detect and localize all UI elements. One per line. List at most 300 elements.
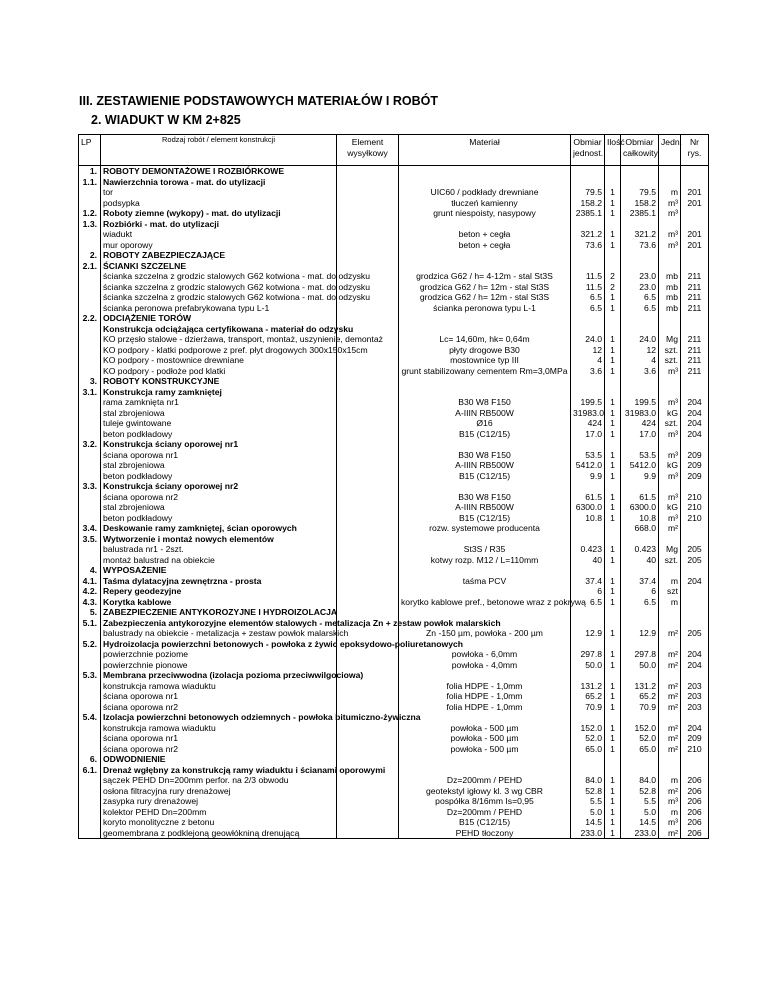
row-material: folia HDPE - 1,0mm — [399, 681, 571, 692]
row-name: ROBOTY KONSTRUKCYJNE — [101, 376, 337, 387]
row-lp — [79, 775, 101, 786]
row-lp — [79, 345, 101, 356]
row-obmiar-calk — [621, 670, 659, 681]
row-jedn: szt. — [659, 355, 681, 366]
row-obmiar-jedn — [571, 376, 605, 387]
row-lp — [79, 460, 101, 471]
row-jedn: m² — [659, 628, 681, 639]
row-material: A-IIIN RB500W — [399, 408, 571, 419]
table-row — [79, 198, 709, 209]
row-jedn — [659, 387, 681, 398]
row-element — [337, 775, 399, 786]
row-jedn: szt. — [659, 418, 681, 429]
row-material — [399, 387, 571, 398]
table-row — [79, 187, 709, 198]
row-name: WYPOSAŻENIE — [101, 565, 337, 576]
section-row — [79, 670, 709, 681]
row-material: beton + cegła — [399, 229, 571, 240]
row-material — [399, 765, 571, 776]
row-obmiar-calk: 31983.0 — [621, 408, 659, 419]
row-obmiar-calk: 65.0 — [621, 744, 659, 755]
row-obmiar-calk: 65.2 — [621, 691, 659, 702]
row-obmiar-calk — [621, 618, 659, 629]
table-row — [79, 282, 709, 293]
row-lp: 1.2. — [79, 208, 101, 219]
header-lp: LP — [79, 135, 101, 166]
row-material: A-IIIN RB500W — [399, 460, 571, 471]
row-lp — [79, 397, 101, 408]
row-material: B15 (C12/15) — [399, 513, 571, 524]
row-element — [337, 607, 399, 618]
row-jedn: m³ — [659, 366, 681, 377]
row-obmiar-calk — [621, 261, 659, 272]
row-nr-rys: 203 — [681, 702, 709, 713]
row-name: beton podkładowy — [101, 513, 337, 524]
row-nr-rys: 211 — [681, 282, 709, 293]
row-element — [337, 387, 399, 398]
row-name: ściana oporowa nr1 — [101, 733, 337, 744]
row-name: Konstrukcja ramy zamkniętej — [101, 387, 337, 398]
row-material — [399, 481, 571, 492]
section-row — [79, 250, 709, 261]
row-obmiar-calk: 199.5 — [621, 397, 659, 408]
row-nr-rys: 206 — [681, 828, 709, 839]
row-material: B30 W8 F150 — [399, 450, 571, 461]
section-row — [79, 387, 709, 398]
row-obmiar-calk: 152.0 — [621, 723, 659, 734]
row-name: Taśma dylatacyjna zewnętrzna - prosta — [101, 576, 337, 587]
row-name: KO podpory - podłoże pod klatki — [101, 366, 337, 377]
row-nr-rys: 204 — [681, 408, 709, 419]
row-element — [337, 460, 399, 471]
table-row — [79, 691, 709, 702]
row-obmiar-jedn: 52.0 — [571, 733, 605, 744]
row-name: Zabezpieczenia antykorozyjne elementów stalowych - metalizacja Zn + zestaw powłok malarskich — [101, 618, 337, 629]
row-jedn — [659, 712, 681, 723]
row-ilosc — [605, 439, 621, 450]
section-row — [79, 765, 709, 776]
row-nr-rys: 201 — [681, 229, 709, 240]
row-material — [399, 439, 571, 450]
row-jedn — [659, 670, 681, 681]
row-ilosc: 1 — [605, 208, 621, 219]
row-jedn — [659, 565, 681, 576]
row-ilosc — [605, 250, 621, 261]
row-name: powierzchnie pionowe — [101, 660, 337, 671]
row-lp: 4.1. — [79, 576, 101, 587]
row-element — [337, 166, 399, 177]
table-row — [79, 723, 709, 734]
row-element — [337, 355, 399, 366]
row-obmiar-calk — [621, 324, 659, 335]
row-element — [337, 313, 399, 324]
row-obmiar-calk: 84.0 — [621, 775, 659, 786]
row-material — [399, 324, 571, 335]
row-obmiar-jedn: 152.0 — [571, 723, 605, 734]
section-row — [79, 313, 709, 324]
row-name: ścianka szczelna z grodzic stalowych G62 kotwiona - mat. do odzysku — [101, 282, 337, 293]
row-obmiar-calk: 23.0 — [621, 282, 659, 293]
row-lp — [79, 796, 101, 807]
row-jedn: m² — [659, 660, 681, 671]
row-jedn: m² — [659, 523, 681, 534]
row-jedn: m³ — [659, 397, 681, 408]
row-lp — [79, 544, 101, 555]
row-element — [337, 649, 399, 660]
table-row — [79, 786, 709, 797]
row-obmiar-calk: 6300.0 — [621, 502, 659, 513]
row-obmiar-calk: 6.5 — [621, 597, 659, 608]
table-row — [79, 702, 709, 713]
row-obmiar-jedn — [571, 177, 605, 188]
table-row — [79, 334, 709, 345]
row-name: ściana oporowa nr1 — [101, 450, 337, 461]
row-name: ściana oporowa nr2 — [101, 744, 337, 755]
row-ilosc: 1 — [605, 366, 621, 377]
row-nr-rys — [681, 523, 709, 534]
row-lp — [79, 502, 101, 513]
row-nr-rys: 209 — [681, 460, 709, 471]
header-element: Element wysyłkowy — [337, 135, 399, 166]
header-name: Rodzaj robót / element konstrukcji — [101, 135, 337, 166]
section-row — [79, 576, 709, 587]
row-lp — [79, 240, 101, 251]
row-jedn: m³ — [659, 240, 681, 251]
row-lp — [79, 492, 101, 503]
row-obmiar-jedn: 37.4 — [571, 576, 605, 587]
row-element — [337, 366, 399, 377]
row-nr-rys — [681, 765, 709, 776]
row-material: Zn -150 µm, powłoka - 200 µm — [399, 628, 571, 639]
row-obmiar-calk: 17.0 — [621, 429, 659, 440]
row-material: korytko kablowe pref., betonowe wraz z pokrywą — [399, 597, 571, 608]
row-lp — [79, 555, 101, 566]
row-ilosc — [605, 324, 621, 335]
row-ilosc: 1 — [605, 355, 621, 366]
row-material: B15 (C12/15) — [399, 429, 571, 440]
row-element — [337, 492, 399, 503]
row-nr-rys — [681, 313, 709, 324]
row-jedn — [659, 618, 681, 629]
section-row — [79, 712, 709, 723]
row-element — [337, 523, 399, 534]
row-obmiar-jedn: 6.5 — [571, 597, 605, 608]
row-ilosc: 2 — [605, 282, 621, 293]
row-ilosc — [605, 639, 621, 650]
section-row — [79, 481, 709, 492]
row-obmiar-jedn — [571, 219, 605, 230]
materials-table — [78, 134, 709, 839]
row-element — [337, 208, 399, 219]
row-lp: 4.3. — [79, 597, 101, 608]
row-obmiar-calk: 52.0 — [621, 733, 659, 744]
table-row — [79, 292, 709, 303]
row-material — [399, 534, 571, 545]
row-element — [337, 513, 399, 524]
row-jedn — [659, 261, 681, 272]
row-obmiar-calk: 52.8 — [621, 786, 659, 797]
row-lp — [79, 807, 101, 818]
row-jedn: mb — [659, 282, 681, 293]
row-lp — [79, 408, 101, 419]
row-jedn: m³ — [659, 492, 681, 503]
row-lp — [79, 303, 101, 314]
row-jedn: m³ — [659, 229, 681, 240]
row-nr-rys — [681, 607, 709, 618]
row-obmiar-jedn: 10.8 — [571, 513, 605, 524]
row-material — [399, 586, 571, 597]
table-row — [79, 429, 709, 440]
row-obmiar-calk: 131.2 — [621, 681, 659, 692]
row-obmiar-calk: 9.9 — [621, 471, 659, 482]
row-name: Repery geodezyjne — [101, 586, 337, 597]
row-jedn — [659, 177, 681, 188]
row-material: powłoka - 6,0mm — [399, 649, 571, 660]
row-name: ZABEZPIECZENIE ANTYKOROZYJNE I HYDROIZOLACJA — [101, 607, 337, 618]
row-nr-rys — [681, 639, 709, 650]
row-jedn: m³ — [659, 429, 681, 440]
table-row — [79, 271, 709, 282]
row-jedn: kG — [659, 408, 681, 419]
row-material: St3S / R35 — [399, 544, 571, 555]
row-element — [337, 597, 399, 608]
row-name: ścianka szczelna z grodzic stalowych G62 kotwiona - mat. do odzysku — [101, 271, 337, 282]
row-name: Rozbiórki - mat. do utylizacji — [101, 219, 337, 230]
row-material: B30 W8 F150 — [399, 492, 571, 503]
row-jedn — [659, 639, 681, 650]
row-material: PEHD tłoczony — [399, 828, 571, 839]
row-nr-rys — [681, 376, 709, 387]
row-obmiar-jedn: 199.5 — [571, 397, 605, 408]
section-row — [79, 597, 709, 608]
row-nr-rys: 209 — [681, 450, 709, 461]
row-element — [337, 502, 399, 513]
row-obmiar-calk — [621, 376, 659, 387]
row-element — [337, 439, 399, 450]
row-jedn: m³ — [659, 513, 681, 524]
row-jedn — [659, 534, 681, 545]
row-lp — [79, 649, 101, 660]
table-row — [79, 418, 709, 429]
row-lp — [79, 471, 101, 482]
row-name: konstrukcja ramowa wiaduktu — [101, 681, 337, 692]
row-name: ROBOTY ZABEZPIECZAJĄCE — [101, 250, 337, 261]
row-lp — [79, 229, 101, 240]
row-obmiar-jedn — [571, 639, 605, 650]
row-material: B30 W8 F150 — [399, 397, 571, 408]
row-ilosc — [605, 754, 621, 765]
row-name: balustrada nr1 - 2szt. — [101, 544, 337, 555]
row-obmiar-calk: 12 — [621, 345, 659, 356]
row-jedn: mb — [659, 271, 681, 282]
row-nr-rys — [681, 439, 709, 450]
row-nr-rys — [681, 261, 709, 272]
row-obmiar-calk: 14.5 — [621, 817, 659, 828]
row-lp: 4.2. — [79, 586, 101, 597]
row-obmiar-calk: 6 — [621, 586, 659, 597]
row-material — [399, 712, 571, 723]
row-jedn: m² — [659, 702, 681, 713]
row-ilosc — [605, 481, 621, 492]
row-element — [337, 177, 399, 188]
table-row — [79, 502, 709, 513]
row-nr-rys: 206 — [681, 796, 709, 807]
row-obmiar-jedn — [571, 607, 605, 618]
row-ilosc: 1 — [605, 828, 621, 839]
row-element — [337, 303, 399, 314]
section-row — [79, 324, 709, 335]
row-ilosc: 1 — [605, 702, 621, 713]
row-obmiar-jedn: 233.0 — [571, 828, 605, 839]
table-header-row — [79, 135, 709, 166]
row-material: kotwy rozp. M12 / L=110mm — [399, 555, 571, 566]
row-obmiar-calk: 233.0 — [621, 828, 659, 839]
row-name: konstrukcja ramowa wiaduktu — [101, 723, 337, 734]
row-lp: 2.2. — [79, 313, 101, 324]
row-ilosc: 1 — [605, 796, 621, 807]
row-nr-rys: 206 — [681, 817, 709, 828]
row-ilosc — [605, 387, 621, 398]
table-row — [79, 471, 709, 482]
row-nr-rys: 204 — [681, 418, 709, 429]
row-nr-rys: 211 — [681, 334, 709, 345]
row-nr-rys: 211 — [681, 271, 709, 282]
row-nr-rys: 209 — [681, 733, 709, 744]
row-material — [399, 313, 571, 324]
row-element — [337, 555, 399, 566]
row-element — [337, 261, 399, 272]
row-element — [337, 586, 399, 597]
row-nr-rys — [681, 250, 709, 261]
row-ilosc — [605, 618, 621, 629]
row-name: KO przęsło stalowe - dzierżawa, transport, montaż, uszynienie, demontaż — [101, 334, 337, 345]
row-ilosc: 1 — [605, 513, 621, 524]
row-material: płyty drogowe B30 — [399, 345, 571, 356]
row-material: ścianka peronowa typu L-1 — [399, 303, 571, 314]
table-row — [79, 807, 709, 818]
row-obmiar-calk: 424 — [621, 418, 659, 429]
row-obmiar-jedn: 4 — [571, 355, 605, 366]
row-material — [399, 261, 571, 272]
row-jedn — [659, 481, 681, 492]
row-obmiar-jedn: 11.5 — [571, 282, 605, 293]
row-nr-rys: 204 — [681, 576, 709, 587]
row-name: beton podkładowy — [101, 429, 337, 440]
row-ilosc: 1 — [605, 660, 621, 671]
row-obmiar-calk — [621, 607, 659, 618]
row-obmiar-calk — [621, 481, 659, 492]
row-obmiar-calk — [621, 387, 659, 398]
row-lp — [79, 429, 101, 440]
table-row — [79, 492, 709, 503]
row-jedn: m² — [659, 733, 681, 744]
row-obmiar-jedn: 14.5 — [571, 817, 605, 828]
row-name: tor — [101, 187, 337, 198]
header-jedn: Jedn. — [659, 135, 681, 166]
row-ilosc — [605, 376, 621, 387]
row-element — [337, 471, 399, 482]
row-jedn: m² — [659, 744, 681, 755]
row-obmiar-calk: 321.2 — [621, 229, 659, 240]
row-ilosc: 1 — [605, 723, 621, 734]
row-name: geomembrana z podklejoną geowłókniną drenującą — [101, 828, 337, 839]
row-name: rama zamknięta nr1 — [101, 397, 337, 408]
table-row — [79, 345, 709, 356]
row-obmiar-jedn: 5.0 — [571, 807, 605, 818]
row-obmiar-calk — [621, 166, 659, 177]
row-ilosc — [605, 534, 621, 545]
row-element — [337, 481, 399, 492]
table-row — [79, 397, 709, 408]
section-heading: III. ZESTAWIENIE PODSTAWOWYCH MATERIAŁÓW I ROBÓT — [79, 94, 439, 108]
row-nr-rys — [681, 324, 709, 335]
row-ilosc — [605, 166, 621, 177]
row-material — [399, 166, 571, 177]
row-nr-rys: 206 — [681, 807, 709, 818]
row-lp: 5.1. — [79, 618, 101, 629]
row-name: stal zbrojeniowa — [101, 408, 337, 419]
table-row — [79, 660, 709, 671]
row-obmiar-jedn — [571, 166, 605, 177]
section-row — [79, 586, 709, 597]
row-name: kolektor PEHD Dn=200mm — [101, 807, 337, 818]
row-jedn: kG — [659, 502, 681, 513]
row-lp: 6.1. — [79, 765, 101, 776]
row-name: Hydroizolacja powierzchni betonowych - powłoka z żywic epoksydowo-poliuretanowych — [101, 639, 337, 650]
row-nr-rys — [681, 754, 709, 765]
row-jedn: m² — [659, 649, 681, 660]
row-element — [337, 576, 399, 587]
row-lp — [79, 828, 101, 839]
row-material: Ø16 — [399, 418, 571, 429]
row-ilosc — [605, 712, 621, 723]
row-name: Korytka kablowe — [101, 597, 337, 608]
section-row — [79, 166, 709, 177]
row-obmiar-jedn: 12 — [571, 345, 605, 356]
row-ilosc: 1 — [605, 586, 621, 597]
row-obmiar-jedn: 3.6 — [571, 366, 605, 377]
row-lp: 5. — [79, 607, 101, 618]
row-jedn: szt — [659, 586, 681, 597]
row-lp: 1.1. — [79, 177, 101, 188]
row-obmiar-calk: 3.6 — [621, 366, 659, 377]
row-material: Dz=200mm / PEHD — [399, 807, 571, 818]
row-nr-rys — [681, 565, 709, 576]
row-ilosc: 1 — [605, 681, 621, 692]
row-jedn: Mg — [659, 544, 681, 555]
row-material: tłuczeń kamienny — [399, 198, 571, 209]
row-material: powłoka - 4,0mm — [399, 660, 571, 671]
row-obmiar-calk — [621, 250, 659, 261]
row-obmiar-jedn: 9.9 — [571, 471, 605, 482]
row-name: Konstrukcja ściany oporowej nr1 — [101, 439, 337, 450]
section-row — [79, 439, 709, 450]
row-obmiar-jedn: 5412.0 — [571, 460, 605, 471]
row-obmiar-jedn: 53.5 — [571, 450, 605, 461]
section-row — [79, 639, 709, 650]
row-lp: 3.5. — [79, 534, 101, 545]
row-lp: 3.3. — [79, 481, 101, 492]
row-obmiar-calk: 5.0 — [621, 807, 659, 818]
row-jedn — [659, 250, 681, 261]
row-nr-rys: 203 — [681, 681, 709, 692]
row-obmiar-calk — [621, 177, 659, 188]
row-name: Izolacja powierzchni betonowych odziemnych - powłoka bitumiczno-żywiczna — [101, 712, 337, 723]
header-obmiar-jedn: Obmiar jednost. — [571, 135, 605, 166]
row-obmiar-jedn — [571, 670, 605, 681]
row-nr-rys: 206 — [681, 786, 709, 797]
row-element — [337, 691, 399, 702]
